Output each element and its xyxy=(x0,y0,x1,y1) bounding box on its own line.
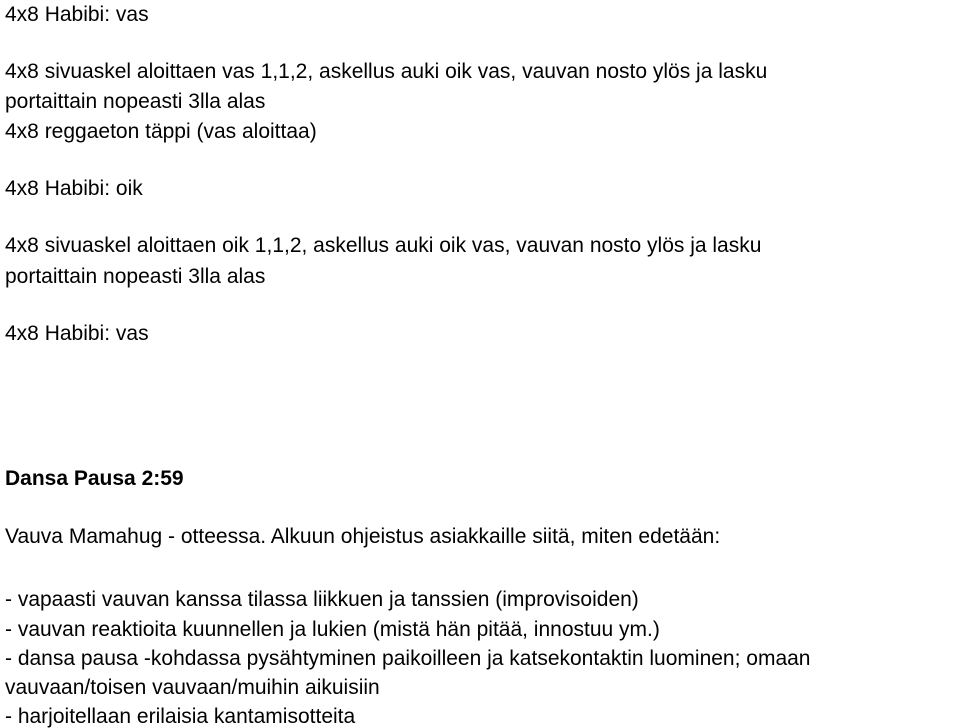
text-line: 4x8 reggaeton täppi (vas aloittaa) xyxy=(5,120,317,143)
bullet-item: - vauvan reaktioita kuunnellen ja lukien (mistä hän pitää, innostuu ym.) xyxy=(5,618,660,641)
bullet-item: - dansa pausa -kohdassa pysähtyminen paikoilleen ja katsekontaktin luominen; omaan xyxy=(5,647,811,670)
bullet-item-continuation: vauvaan/toisen vauvaan/muihin aikuisiin xyxy=(5,676,380,699)
text-line: portaittain nopeasti 3lla alas xyxy=(5,90,266,113)
section-heading-habibi-vas: 4x8 Habibi: vas xyxy=(5,3,149,26)
text-line: 4x8 sivuaskel aloittaen vas 1,1,2, askellus auki oik vas, vauvan nosto ylös ja lasku xyxy=(5,60,768,83)
bullet-item: - vapaasti vauvan kanssa tilassa liikkuen ja tanssien (improvisoiden) xyxy=(5,588,639,611)
bullet-item: - harjoitellaan erilaisia kantamisotteita xyxy=(5,705,356,728)
section-heading-habibi-vas-2: 4x8 Habibi: vas xyxy=(5,322,149,345)
text-line: 4x8 sivuaskel aloittaen oik 1,1,2, askellus auki oik vas, vauvan nosto ylös ja lasku xyxy=(5,234,762,257)
section-heading-dansa-pausa: Dansa Pausa 2:59 xyxy=(5,467,184,490)
text-line: portaittain nopeasti 3lla alas xyxy=(5,265,266,288)
section-heading-habibi-oik: 4x8 Habibi: oik xyxy=(5,177,143,200)
intro-paragraph: Vauva Mamahug - otteessa. Alkuun ohjeistus asiakkaille siitä, miten edetään: xyxy=(5,525,721,548)
